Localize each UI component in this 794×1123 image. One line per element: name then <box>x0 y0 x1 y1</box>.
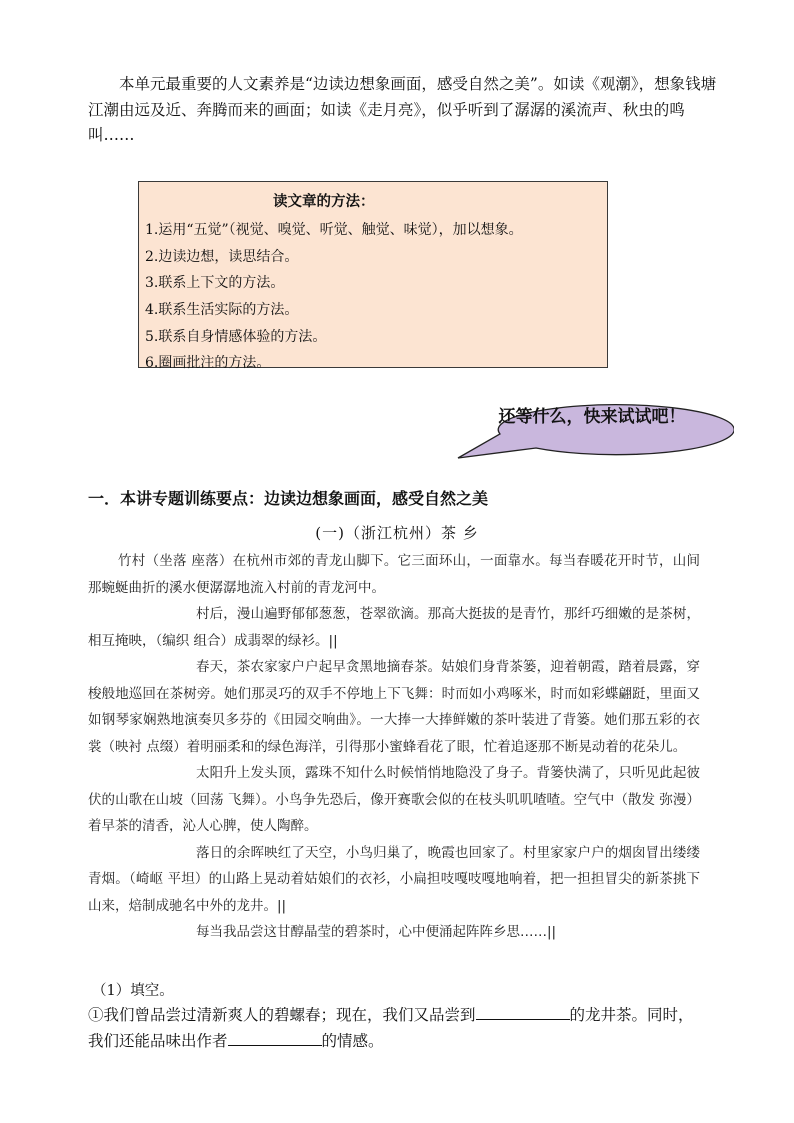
intro-paragraph: 本单元最重要的人文素养是“边读边想象画面，感受自然之美”。如读《观潮》，想象钱塘江潮由远及近、奔腾而来的画面；如读《走月亮》，似乎听到了潺潺的溪流声、秋虫的鸣叫…… <box>88 75 717 144</box>
answer-blank[interactable] <box>476 1003 570 1020</box>
method-item: 3.联系上下文的方法。 <box>145 275 285 292</box>
method-item: 4.联系生活实际的方法。 <box>145 302 299 319</box>
question-text-segment: 的龙井茶。同时， <box>569 1006 694 1024</box>
passage-body <box>88 548 700 946</box>
method-item: 6.圈画批注的方法。 <box>145 355 271 372</box>
question-text-segment: ①我们曾品尝过清新爽人的碧螺春；现在，我们又品尝到 <box>88 1006 476 1024</box>
question-line-1 <box>88 1002 708 1028</box>
methods-list <box>145 217 523 377</box>
speech-bubble-text: 还等什么，快来试试吧！ <box>498 407 686 427</box>
method-item: 5.联系自身情感体验的方法。 <box>145 328 327 345</box>
methods-title: 读文章的方法： <box>273 193 375 210</box>
method-item: 1.运用“五觉”（视觉、嗅觉、听觉、触觉、味觉），加以想象。 <box>145 222 523 238</box>
passage-paragraph: 竹村（坐落 座落）在杭州市郊的青龙山脚下。它三面环山，一面靠水。每当春暖花开时节，山间那蜿蜒曲折的溪水便潺潺地流入村前的青龙河中。 <box>88 553 700 596</box>
reading-methods-box <box>138 181 608 372</box>
speech-bubble <box>438 392 734 464</box>
question-text-segment: 的情感。 <box>321 1032 384 1050</box>
question-text <box>88 1002 708 1054</box>
passage-paragraph: 春天，茶农家家户户起早贪黑地摘春茶。姑娘们身背茶篓，迎着朝霞，踏着晨露，穿梭般地巡回在茶树旁。她们那灵巧的双手不停地上下飞舞：时而如小鸡啄米，时而如彩蝶翩跹，里面又如钢琴家娴熟地演奏贝多芬的《田园交响曲》。一大捧一大捧鲜嫩的茶叶装进了背篓。她们那五彩的衣裳（映衬 点缀）着明丽柔和的绿色海洋，引得那小蜜蜂看花了眼，忙着追逐那不断晃动着的花朵儿。 <box>88 659 700 755</box>
passage-paragraph: 村后，漫山遍野郁郁葱葱，苍翠欲滴。那高大挺拔的是青竹，那纤巧细嫩的是茶树，相互掩映，（编织 组合）成翡翠的绿衫。|| <box>88 606 700 649</box>
method-item: 2.边读边想，读思结合。 <box>145 248 299 265</box>
passage-title: (一)（浙江杭州）茶 乡 <box>315 524 479 542</box>
passage-paragraph: 落日的余晖映红了天空，小鸟归巢了，晚霞也回家了。村里家家户户的烟囱冒出缕缕青烟。（崎岖 平坦）的山路上晃动着姑娘们的衣衫，小扁担吱嘎吱嘎地响着，把一担担冒尖的新茶挑下山来，焙制成驰名中外的龙井。|| <box>88 844 700 914</box>
passage-paragraph: 每当我品尝这甘醇晶莹的碧茶时，心中便涌起阵阵乡思……|| <box>196 924 557 940</box>
section-heading: 一．本讲专题训练要点：边读边想象画面，感受自然之美 <box>88 489 489 508</box>
answer-blank[interactable] <box>228 1029 322 1046</box>
question-label: （1）填空。 <box>92 983 174 999</box>
passage-paragraph: 太阳升上发头顶，露珠不知什么时候悄悄地隐没了身子。背篓快满了，只听见此起彼伏的山歌在山坡（回荡 飞舞）。小鸟争先恐后，像开赛歌会似的在枝头叽叽喳喳。空气中（散发 弥漫）着早茶的清香，沁人心脾，使人陶醉。 <box>88 765 700 834</box>
question-text-segment: 我们还能品味出作者 <box>88 1032 228 1050</box>
intro-section <box>88 72 718 149</box>
question-line-2 <box>88 1028 708 1054</box>
